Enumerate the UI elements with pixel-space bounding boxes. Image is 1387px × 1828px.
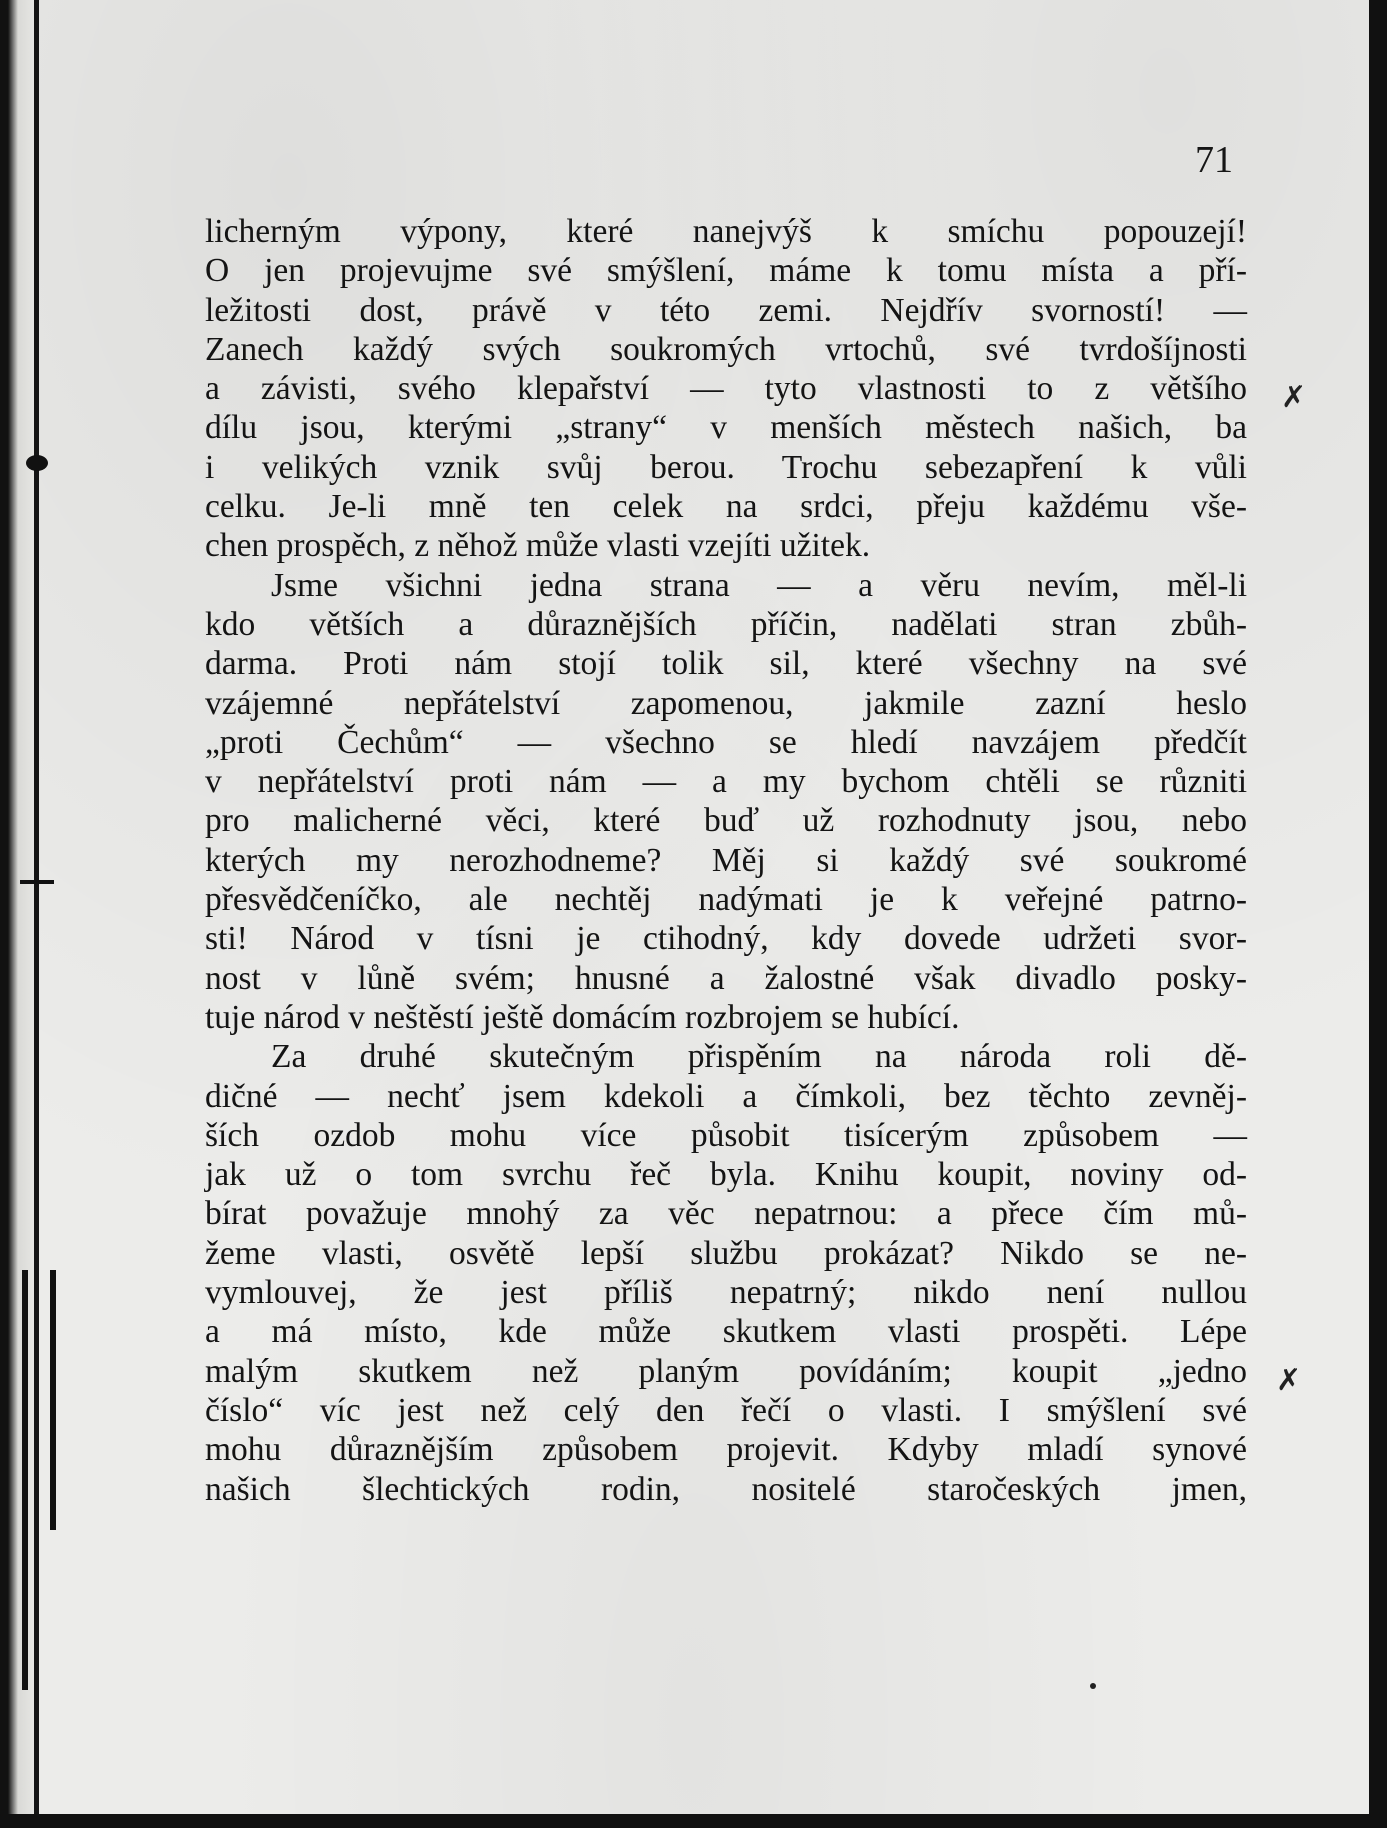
text-line: přesvědčeníčko, ale nechtěj nadýmati je k veřejné patrno-: [205, 881, 1247, 919]
text-line: v nepřátelství proti nám — a my bychom chtěli se různiti: [205, 763, 1247, 801]
text-line: a má místo, kde může skutkem vlasti prospěti. Lépe: [205, 1313, 1247, 1351]
gutter-rule: [34, 0, 39, 1828]
page-right-edge: [1369, 0, 1387, 1828]
text-line: ších ozdob mohu více působit tisícerým způsobem —: [205, 1116, 1247, 1154]
text-line: a závisti, svého klepařství — tyto vlastnosti to z většího: [205, 370, 1247, 408]
gutter-tick: [26, 455, 48, 471]
page-number: 71: [1195, 139, 1233, 181]
text-line: dičné — nechť jsem kdekoli a čímkoli, bez těchto zevněj-: [205, 1077, 1247, 1115]
text-line: bírat považuje mnohý za věc nepatrnou: a přece čím mů-: [205, 1195, 1247, 1233]
text-line: ležitosti dost, právě v této zemi. Nejdřív svorností! —: [205, 291, 1247, 329]
text-line: jak už o tom svrchu řeč byla. Knihu koupit, noviny od-: [205, 1156, 1247, 1194]
text-line: tuje národ v neštěstí ještě domácím rozbrojem se hubící.: [205, 998, 960, 1036]
text-line: Zanech každý svých soukromých vrtochů, své tvrdošíjnosti: [205, 330, 1247, 368]
ink-speck: [1090, 1683, 1096, 1689]
text-line: kterých my nerozhodneme? Měj si každý své soukromé: [205, 841, 1247, 879]
text-line: celku. Je-li mně ten celek na srdci, přeju každému vše-: [205, 488, 1247, 526]
text-line: pro malicherné věci, které buď už rozhodnuty jsou, nebo: [205, 802, 1247, 840]
page-left-edge: [0, 0, 34, 1828]
margin-mark: ✗: [1281, 380, 1307, 415]
gutter-tick: [50, 1270, 56, 1530]
gutter-tick: [22, 1270, 28, 1690]
text-line: našich šlechtických rodin, nositelé staročeských jmen,: [205, 1470, 1247, 1508]
text-line: sti! Národ v tísni je ctihodný, kdy dovede udržeti svor-: [205, 920, 1247, 958]
text-line: malým skutkem než planým povídáním; koupit „jedno: [205, 1352, 1247, 1390]
margin-mark: ✗: [1276, 1363, 1302, 1398]
gutter-tick: [20, 880, 54, 884]
text-line: kdo větších a důraznějších příčin, nadělati stran zbůh-: [205, 605, 1247, 643]
text-line: žeme vlasti, osvětě lepší službu prokázat? Nikdo se ne-: [205, 1234, 1247, 1272]
page-bottom-edge: [0, 1814, 1387, 1828]
text-line: „proti Čechům“ — všechno se hledí navzájem předčít: [205, 723, 1247, 761]
text-line: vzájemné nepřátelství zapomenou, jakmile zazní heslo: [205, 684, 1247, 722]
text-line: Za druhé skutečným přispěním na národa roli dě-: [271, 1038, 1247, 1076]
text-line: darma. Proti nám stojí tolik sil, které všechny na své: [205, 645, 1247, 683]
text-line: i velikých vznik svůj berou. Trochu sebezapření k vůli: [205, 448, 1247, 486]
text-line: Jsme všichni jedna strana — a věru nevím, měl-li: [271, 566, 1247, 604]
text-line: vymlouvej, že jest příliš nepatrný; nikdo není nullou: [205, 1274, 1247, 1312]
text-line: mohu důraznějším způsobem projevit. Kdyby mladí synové: [205, 1431, 1247, 1469]
text-line: chen prospěch, z něhož může vlasti vzejíti užitek.: [205, 527, 871, 565]
text-line: nost v lůně svém; hnusné a žalostné však divadlo posky-: [205, 959, 1247, 997]
body-text: [205, 212, 1247, 1509]
text-line: O jen projevujme své smýšlení, máme k tomu místa a pří-: [205, 252, 1247, 290]
text-line: dílu jsou, kterými „strany“ v menších městech našich, ba: [205, 409, 1247, 447]
text-line: licherným výpony, které nanejvýš k smíchu popouzejí!: [205, 213, 1247, 250]
text-line: číslo“ víc jest než celý den řečí o vlasti. I smýšlení své: [205, 1391, 1247, 1429]
